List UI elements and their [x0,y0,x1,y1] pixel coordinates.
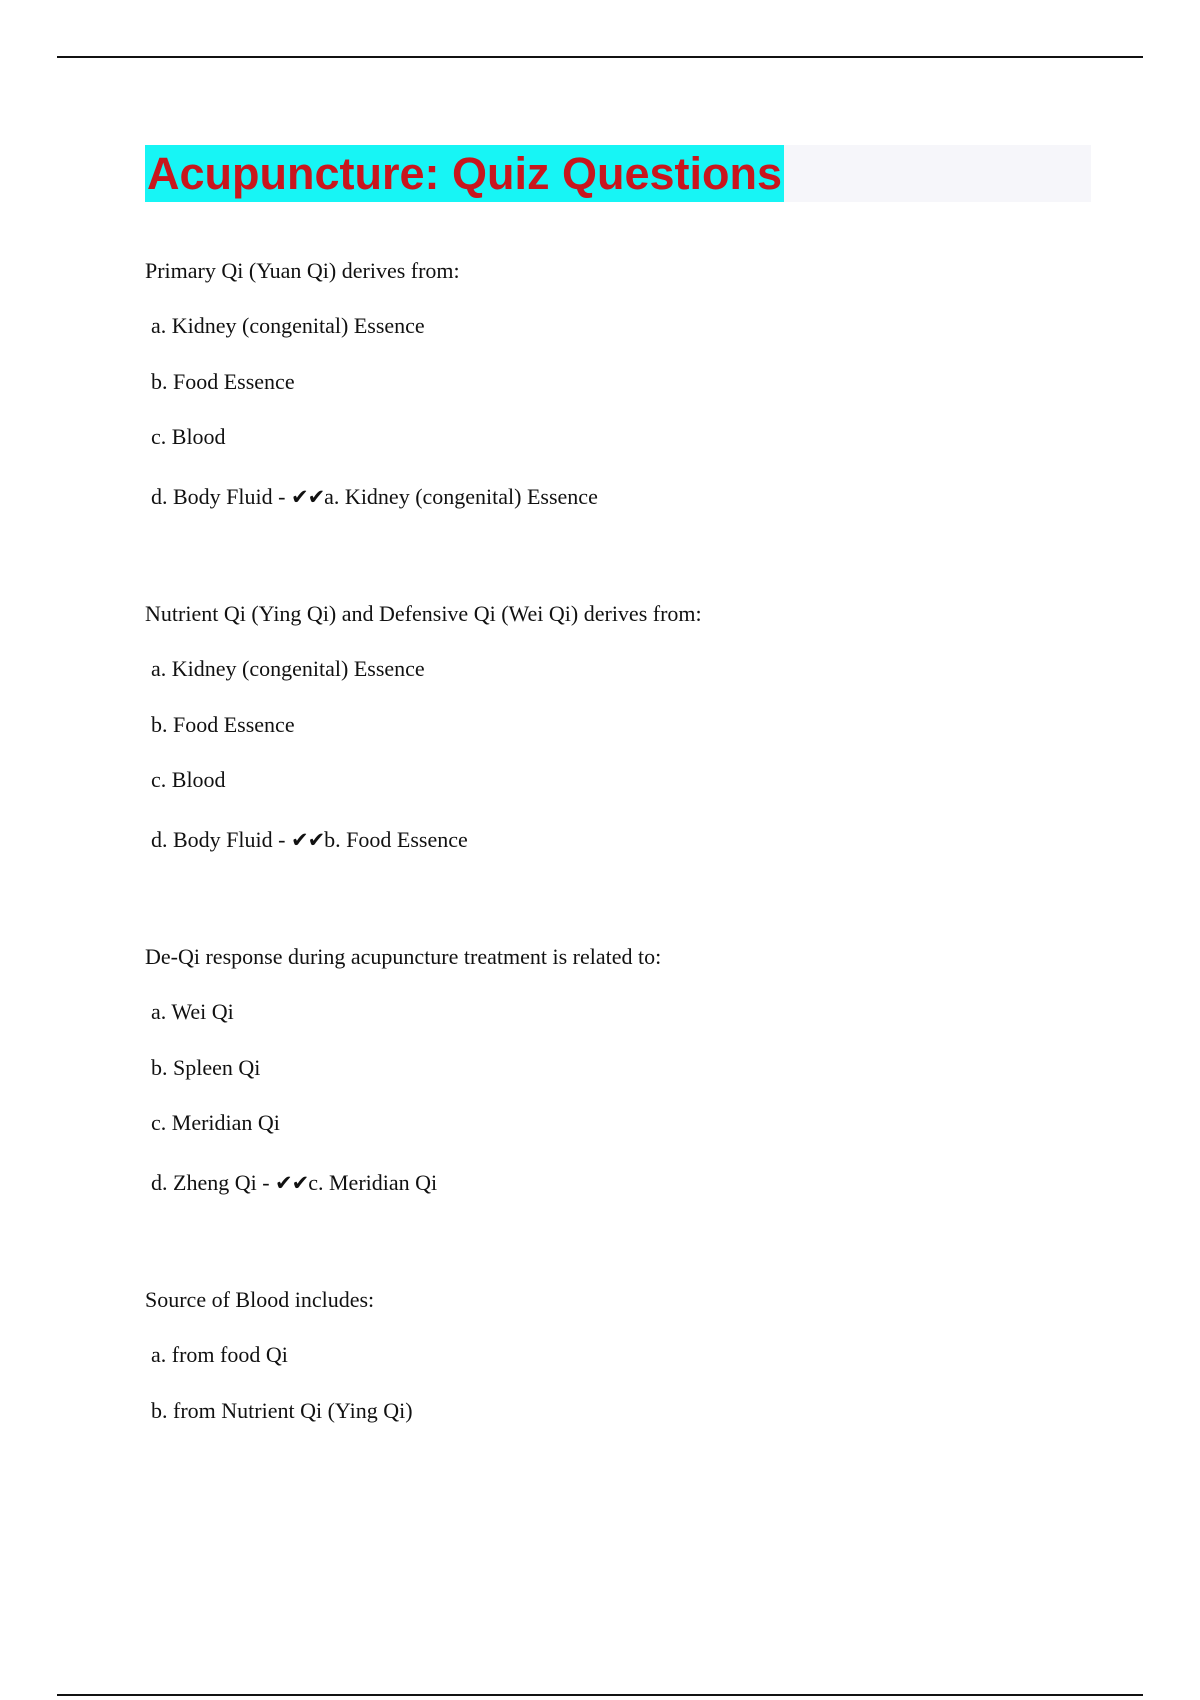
answer-text: b. Food Essence [324,827,468,852]
answer-text: c. Meridian Qi [308,1170,438,1195]
question-prompt: Source of Blood includes: [145,1287,375,1312]
option-d-with-answer [151,483,598,511]
option-d-with-answer [151,826,468,854]
option-b: b. Food Essence [151,369,295,394]
option-b: b. Food Essence [151,712,295,737]
option-b: b. from Nutrient Qi (Ying Qi) [151,1398,413,1423]
check-icon: ✔✔ [290,828,325,852]
option-a: a. Wei Qi [151,999,234,1024]
option-d: d. Zheng Qi - [151,1170,276,1195]
option-d: d. Body Fluid - [151,827,291,852]
check-icon: ✔✔ [275,1171,309,1195]
option-d-with-answer [151,1169,437,1197]
option-b: b. Spleen Qi [151,1055,261,1080]
footer-rule [57,1694,1143,1696]
question-prompt: Nutrient Qi (Ying Qi) and Defensive Qi (Wei Qi) derives from: [145,601,702,626]
option-a: a. Kidney (congenital) Essence [151,313,425,338]
answer-text: a. Kidney (congenital) Essence [324,484,598,509]
document-title: Acupuncture: Quiz Questions [145,145,784,202]
header-rule [57,56,1143,58]
option-c: c. Blood [151,424,226,449]
option-a: a. Kidney (congenital) Essence [151,656,425,681]
option-c: c. Blood [151,767,226,792]
check-icon: ✔✔ [290,485,325,509]
question-prompt: De-Qi response during acupuncture treatment is related to: [145,944,662,969]
question-prompt: Primary Qi (Yuan Qi) derives from: [145,258,460,283]
option-a: a. from food Qi [151,1342,288,1367]
option-d: d. Body Fluid - [151,484,291,509]
option-c: c. Meridian Qi [151,1110,280,1135]
